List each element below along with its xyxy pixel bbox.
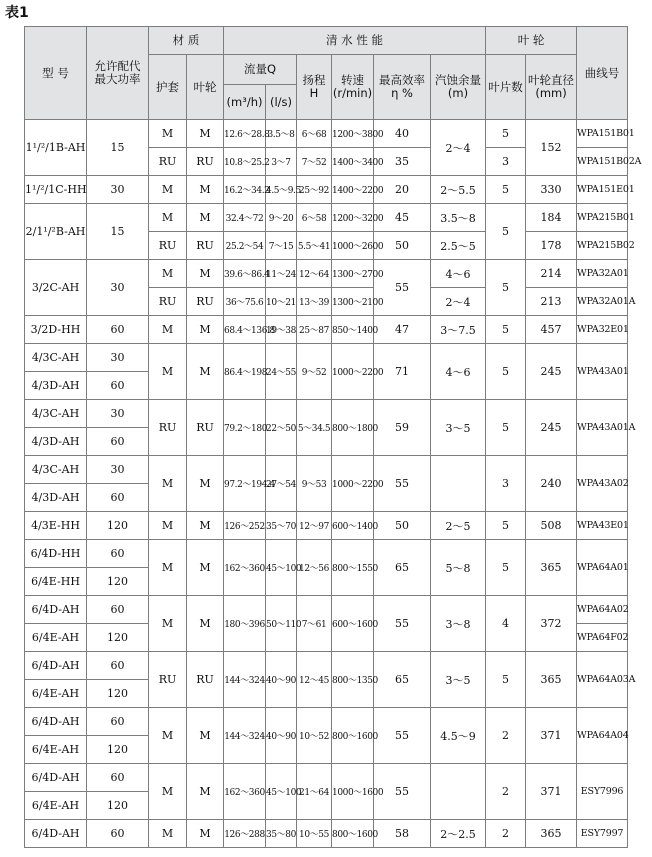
cell-curve: WPA43E01 [577, 512, 628, 540]
cell-head: 9～53 [297, 456, 332, 512]
cell-npsh: 5～8 [431, 540, 486, 596]
cell-curve: WPA32A01A [577, 288, 628, 316]
cell-guard: M [149, 708, 187, 764]
cell-head: 25～87 [297, 316, 332, 344]
cell-head: 7～61 [297, 596, 332, 652]
cell-power: 60 [87, 316, 149, 344]
cell-blades: 5 [486, 120, 526, 148]
cell-blades: 5 [486, 344, 526, 400]
cell-diameter: 214 [526, 260, 577, 288]
cell-flow-m3h: 97.2～194.4 [224, 456, 266, 512]
header-head: 扬程 H [297, 55, 332, 120]
cell-flow-ls: 35～70 [266, 512, 297, 540]
cell-power: 30 [87, 400, 149, 428]
cell-efficiency: 40 [374, 120, 431, 148]
cell-guard: M [149, 764, 187, 820]
cell-npsh [431, 764, 486, 820]
cell-npsh: 2～4 [431, 288, 486, 316]
cell-flow-ls: 9～20 [266, 204, 297, 232]
cell-flow-m3h: 79.2～180 [224, 400, 266, 456]
cell-diameter: 184 [526, 204, 577, 232]
cell-efficiency: 20 [374, 176, 431, 204]
cell-npsh [431, 456, 486, 512]
cell-speed: 1200～3200 [332, 204, 374, 232]
cell-curve: WPA32A01 [577, 260, 628, 288]
cell-impeller: M [187, 596, 224, 652]
cell-curve: WPA151E01 [577, 176, 628, 204]
cell-curve: ESY7997 [577, 820, 628, 848]
cell-npsh: 4～6 [431, 344, 486, 400]
cell-model: 6/4E-AH [25, 680, 87, 708]
cell-speed: 800～1550 [332, 540, 374, 596]
cell-curve: ESY7996 [577, 764, 628, 820]
cell-impeller: M [187, 260, 224, 288]
cell-flow-ls: 3.5～8 [266, 120, 297, 148]
cell-impeller: M [187, 512, 224, 540]
cell-flow-ls: 11～24 [266, 260, 297, 288]
cell-head: 12～45 [297, 652, 332, 708]
cell-guard: M [149, 120, 187, 148]
header-efficiency: 最高效率 η % [374, 55, 431, 120]
cell-efficiency: 55 [374, 764, 431, 820]
cell-model: 6/4E-AH [25, 792, 87, 820]
cell-power: 60 [87, 764, 149, 792]
cell-diameter: 178 [526, 232, 577, 260]
cell-flow-m3h: 162～360 [224, 540, 266, 596]
cell-efficiency: 59 [374, 400, 431, 456]
cell-blades: 3 [486, 456, 526, 512]
cell-impeller: M [187, 764, 224, 820]
cell-impeller: M [187, 120, 224, 148]
cell-curve: WPA43A01A [577, 400, 628, 456]
cell-power: 60 [87, 708, 149, 736]
cell-head: 25～92 [297, 176, 332, 204]
cell-blades: 2 [486, 708, 526, 764]
cell-diameter: 240 [526, 456, 577, 512]
cell-flow-ls: 7～15 [266, 232, 297, 260]
cell-flow-ls: 19～38 [266, 316, 297, 344]
cell-head: 10～55 [297, 820, 332, 848]
cell-guard: M [149, 820, 187, 848]
cell-curve: WPA151B02A [577, 148, 628, 176]
cell-speed: 800～1600 [332, 708, 374, 764]
cell-flow-ls: 50～110 [266, 596, 297, 652]
cell-model: 4/3C-AH [25, 344, 87, 372]
cell-impeller: M [187, 316, 224, 344]
cell-blades: 2 [486, 820, 526, 848]
cell-power: 15 [87, 204, 149, 260]
cell-power: 120 [87, 736, 149, 764]
cell-blades: 3 [486, 148, 526, 176]
cell-head: 12～64 [297, 260, 332, 288]
cell-efficiency: 65 [374, 652, 431, 708]
cell-model: 2/1¹/²B-AH [25, 204, 87, 260]
cell-head: 6～58 [297, 204, 332, 232]
cell-flow-m3h: 144～324 [224, 652, 266, 708]
cell-flow-m3h: 180～396 [224, 596, 266, 652]
cell-npsh: 3～5 [431, 652, 486, 708]
header-speed: 转速 (r/min) [332, 55, 374, 120]
header-flow: 流量Q [224, 55, 297, 85]
cell-curve: WPA43A01 [577, 344, 628, 400]
cell-power: 15 [87, 120, 149, 176]
cell-model: 1¹/²/1C-HH [25, 176, 87, 204]
cell-model: 4/3E-HH [25, 512, 87, 540]
cell-diameter: 213 [526, 288, 577, 316]
cell-diameter: 365 [526, 540, 577, 596]
cell-model: 6/4E-HH [25, 568, 87, 596]
cell-head: 12～56 [297, 540, 332, 596]
cell-head: 21～64 [297, 764, 332, 820]
cell-guard: RU [149, 148, 187, 176]
cell-head: 5.5～41 [297, 232, 332, 260]
cell-head: 7～52 [297, 148, 332, 176]
header-guard: 护套 [149, 55, 187, 120]
cell-npsh: 4～6 [431, 260, 486, 288]
cell-blades: 5 [486, 176, 526, 204]
cell-blades: 5 [486, 260, 526, 316]
cell-guard: M [149, 204, 187, 232]
cell-blades: 4 [486, 596, 526, 652]
cell-speed: 600～1600 [332, 596, 374, 652]
cell-head: 13～39 [297, 288, 332, 316]
cell-power: 60 [87, 652, 149, 680]
cell-model: 3/2D-HH [25, 316, 87, 344]
cell-blades: 5 [486, 400, 526, 456]
cell-model: 4/3D-AH [25, 428, 87, 456]
cell-curve: WPA64A02 [577, 596, 628, 624]
cell-power: 60 [87, 372, 149, 400]
cell-efficiency: 45 [374, 204, 431, 232]
cell-flow-m3h: 36～75.6 [224, 288, 266, 316]
cell-impeller: RU [187, 288, 224, 316]
cell-power: 60 [87, 428, 149, 456]
cell-efficiency: 55 [374, 260, 431, 316]
cell-impeller: M [187, 204, 224, 232]
cell-efficiency: 35 [374, 148, 431, 176]
cell-impeller: RU [187, 400, 224, 456]
cell-efficiency: 50 [374, 512, 431, 540]
cell-impeller: M [187, 344, 224, 400]
header-impeller: 叶轮 [187, 55, 224, 120]
cell-npsh: 4.5～9 [431, 708, 486, 764]
cell-impeller: RU [187, 148, 224, 176]
cell-curve: WPA64A03A [577, 652, 628, 708]
cell-curve: WPA215B02 [577, 232, 628, 260]
cell-npsh: 2～5 [431, 512, 486, 540]
cell-curve: WPA64F02 [577, 624, 628, 652]
cell-diameter: 330 [526, 176, 577, 204]
cell-blades: 5 [486, 512, 526, 540]
cell-head: 12～97 [297, 512, 332, 540]
cell-npsh: 3～5 [431, 400, 486, 456]
cell-power: 120 [87, 680, 149, 708]
cell-diameter: 508 [526, 512, 577, 540]
cell-speed: 1000～2600 [332, 232, 374, 260]
cell-impeller: RU [187, 232, 224, 260]
cell-power: 120 [87, 624, 149, 652]
cell-power: 30 [87, 176, 149, 204]
cell-model: 4/3C-AH [25, 456, 87, 484]
header-material: 材 质 [149, 27, 224, 55]
cell-flow-m3h: 32.4～72 [224, 204, 266, 232]
cell-flow-m3h: 144～324 [224, 708, 266, 764]
cell-impeller: M [187, 708, 224, 764]
cell-efficiency: 55 [374, 708, 431, 764]
cell-flow-ls: 3～7 [266, 148, 297, 176]
cell-blades: 5 [486, 204, 526, 260]
cell-npsh: 2～2.5 [431, 820, 486, 848]
header-impeller-group: 叶 轮 [486, 27, 577, 55]
cell-flow-m3h: 10.8～25.2 [224, 148, 266, 176]
cell-diameter: 457 [526, 316, 577, 344]
cell-power: 120 [87, 512, 149, 540]
cell-efficiency: 47 [374, 316, 431, 344]
cell-head: 5～34.5 [297, 400, 332, 456]
cell-guard: M [149, 596, 187, 652]
cell-guard: M [149, 316, 187, 344]
header-blades: 叶片数 [486, 55, 526, 120]
cell-flow-m3h: 162～360 [224, 764, 266, 820]
cell-power: 120 [87, 568, 149, 596]
cell-flow-ls: 4.5～9.5 [266, 176, 297, 204]
cell-curve: WPA64A01 [577, 540, 628, 596]
cell-flow-m3h: 68.4～136.8 [224, 316, 266, 344]
cell-speed: 1300～2100 [332, 288, 374, 316]
cell-guard: M [149, 540, 187, 596]
cell-power: 60 [87, 484, 149, 512]
cell-speed: 1000～2200 [332, 344, 374, 400]
cell-flow-ls: 35～80 [266, 820, 297, 848]
cell-npsh: 3～7.5 [431, 316, 486, 344]
cell-speed: 800～1600 [332, 820, 374, 848]
cell-guard: M [149, 260, 187, 288]
cell-diameter: 152 [526, 120, 577, 176]
cell-flow-m3h: 12.6～28.8 [224, 120, 266, 148]
pump-spec-table [24, 26, 642, 848]
cell-model: 6/4D-AH [25, 708, 87, 736]
cell-power: 30 [87, 260, 149, 316]
cell-model: 6/4D-AH [25, 652, 87, 680]
cell-diameter: 365 [526, 820, 577, 848]
cell-impeller: M [187, 456, 224, 512]
cell-model: 4/3C-AH [25, 400, 87, 428]
cell-efficiency: 71 [374, 344, 431, 400]
cell-blades: 5 [486, 652, 526, 708]
cell-model: 4/3D-AH [25, 484, 87, 512]
cell-speed: 600～1400 [332, 512, 374, 540]
cell-diameter: 372 [526, 596, 577, 652]
cell-guard: M [149, 512, 187, 540]
cell-diameter: 245 [526, 344, 577, 400]
cell-speed: 1200～3800 [332, 120, 374, 148]
cell-efficiency: 50 [374, 232, 431, 260]
cell-curve: WPA151B01 [577, 120, 628, 148]
cell-guard: M [149, 176, 187, 204]
header-performance: 清 水 性 能 [224, 27, 486, 55]
cell-power: 30 [87, 344, 149, 372]
cell-model: 1¹/²/1B-AH [25, 120, 87, 176]
cell-guard: M [149, 456, 187, 512]
cell-guard: RU [149, 232, 187, 260]
cell-npsh: 2～5.5 [431, 176, 486, 204]
cell-diameter: 371 [526, 764, 577, 820]
cell-flow-ls: 40～90 [266, 652, 297, 708]
cell-flow-m3h: 16.2～34.2 [224, 176, 266, 204]
cell-efficiency: 65 [374, 540, 431, 596]
cell-flow-m3h: 126～252 [224, 512, 266, 540]
cell-power: 120 [87, 792, 149, 820]
cell-blades: 2 [486, 764, 526, 820]
cell-npsh: 3～8 [431, 596, 486, 652]
cell-model: 6/4D-AH [25, 596, 87, 624]
cell-power: 60 [87, 596, 149, 624]
cell-flow-ls: 22～50 [266, 400, 297, 456]
cell-curve: WPA64A04 [577, 708, 628, 764]
cell-curve: WPA32E01 [577, 316, 628, 344]
cell-blades: 5 [486, 316, 526, 344]
cell-flow-ls: 45～100 [266, 540, 297, 596]
cell-speed: 1300～2700 [332, 260, 374, 288]
cell-speed: 850～1400 [332, 316, 374, 344]
cell-flow-ls: 40～90 [266, 708, 297, 764]
cell-npsh: 3.5～8 [431, 204, 486, 232]
header-flow-unit-m3h: (m³/h) [224, 85, 266, 120]
cell-speed: 1400～3400 [332, 148, 374, 176]
cell-blades: 5 [486, 540, 526, 596]
cell-flow-ls: 10～21 [266, 288, 297, 316]
cell-flow-m3h: 25.2～54 [224, 232, 266, 260]
cell-curve: WPA43A02 [577, 456, 628, 512]
cell-model: 6/4E-AH [25, 736, 87, 764]
cell-model: 6/4D-HH [25, 540, 87, 568]
cell-flow-m3h: 39.6～86.4 [224, 260, 266, 288]
cell-npsh: 2～4 [431, 120, 486, 176]
cell-guard: RU [149, 288, 187, 316]
cell-npsh: 2.5～5 [431, 232, 486, 260]
header-flow-unit-ls: (l/s) [266, 85, 297, 120]
header-model: 型 号 [25, 27, 87, 120]
cell-diameter: 245 [526, 400, 577, 456]
cell-diameter: 371 [526, 708, 577, 764]
cell-model: 4/3D-AH [25, 372, 87, 400]
cell-speed: 800～1800 [332, 400, 374, 456]
header-diameter: 叶轮直径 (mm) [526, 55, 577, 120]
cell-flow-ls: 27～54 [266, 456, 297, 512]
cell-head: 10～52 [297, 708, 332, 764]
table-caption: 表1 [5, 5, 29, 21]
cell-speed: 800～1350 [332, 652, 374, 708]
cell-speed: 1400～2200 [332, 176, 374, 204]
cell-impeller: M [187, 540, 224, 596]
cell-flow-m3h: 126～288 [224, 820, 266, 848]
cell-model: 6/4E-AH [25, 624, 87, 652]
cell-impeller: M [187, 820, 224, 848]
header-curve: 曲线号 [577, 27, 628, 120]
cell-power: 30 [87, 456, 149, 484]
cell-model: 6/4D-AH [25, 764, 87, 792]
cell-diameter: 365 [526, 652, 577, 708]
header-power: 允许配代 最大功率 [87, 27, 149, 120]
cell-efficiency: 55 [374, 596, 431, 652]
cell-head: 6～68 [297, 120, 332, 148]
cell-impeller: RU [187, 652, 224, 708]
cell-model: 6/4D-AH [25, 820, 87, 848]
cell-speed: 1000～1600 [332, 764, 374, 820]
cell-efficiency: 55 [374, 456, 431, 512]
cell-guard: RU [149, 652, 187, 708]
cell-flow-m3h: 86.4～198 [224, 344, 266, 400]
cell-flow-ls: 45～100 [266, 764, 297, 820]
cell-curve: WPA215B01 [577, 204, 628, 232]
cell-power: 60 [87, 540, 149, 568]
cell-impeller: M [187, 176, 224, 204]
cell-flow-ls: 24～55 [266, 344, 297, 400]
cell-efficiency: 58 [374, 820, 431, 848]
cell-power: 60 [87, 820, 149, 848]
cell-guard: M [149, 344, 187, 400]
header-npsh: 汽蚀余量 (m) [431, 55, 486, 120]
cell-guard: RU [149, 400, 187, 456]
cell-model: 3/2C-AH [25, 260, 87, 316]
cell-head: 9～52 [297, 344, 332, 400]
cell-speed: 1000～2200 [332, 456, 374, 512]
